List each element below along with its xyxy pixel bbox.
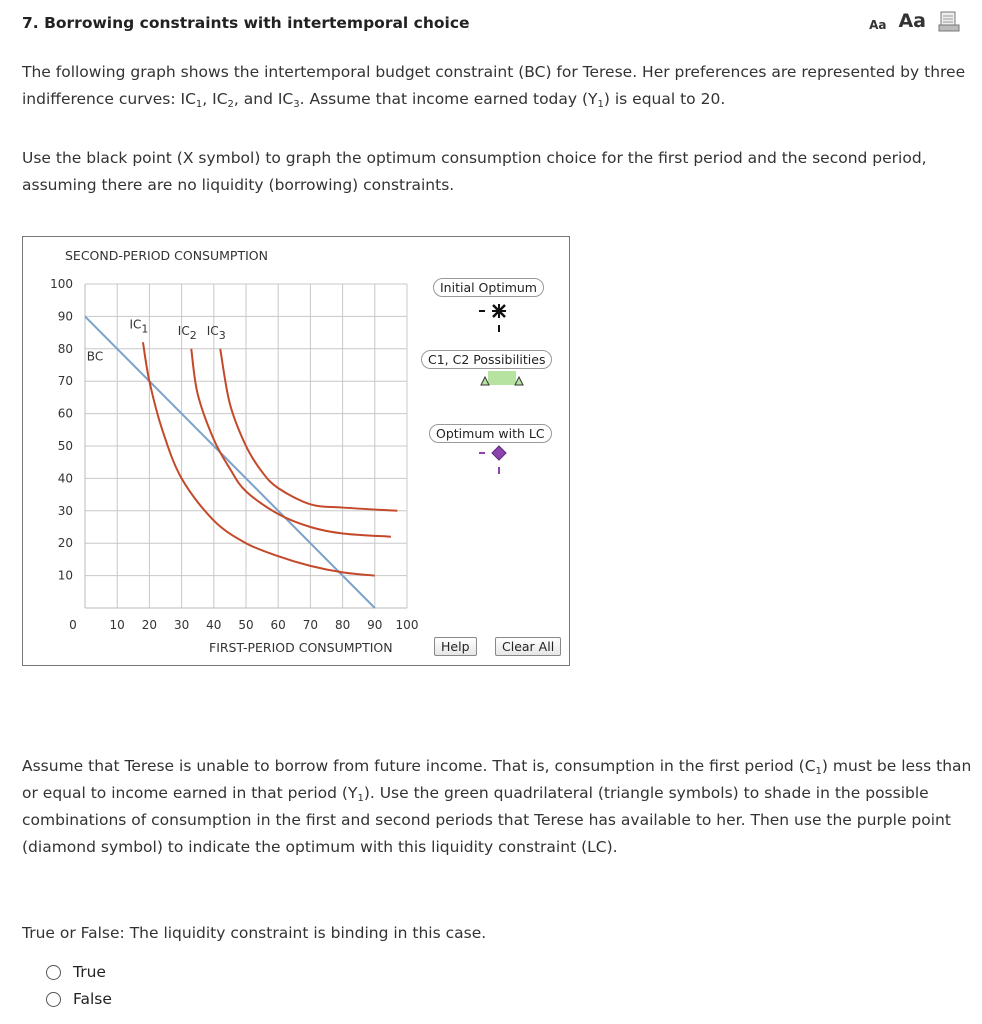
y-tick-label: 80 (57, 341, 73, 356)
y-tick-label: 60 (57, 406, 73, 421)
help-button[interactable]: Help (434, 637, 477, 656)
clear-all-button[interactable]: Clear All (495, 637, 561, 656)
curve-ic1 (143, 342, 375, 575)
radio-false[interactable] (46, 992, 61, 1007)
print-icon[interactable] (938, 10, 960, 32)
question-title: 7. Borrowing constraints with intertemporal choice (22, 14, 470, 32)
possibilities-tool[interactable]: C1, C2 Possibilities (421, 350, 552, 369)
curve-ic3 (220, 349, 397, 511)
optimum-lc-tool[interactable]: Optimum with LC (429, 424, 552, 443)
y-tick-label: 10 (57, 568, 73, 583)
x-tick-label: 30 (173, 618, 190, 632)
option-true-label: True (73, 963, 106, 981)
y1-sub: 1 (597, 99, 604, 110)
graph-svg[interactable] (23, 237, 571, 667)
font-tools (869, 10, 960, 32)
label-ic1: IC1 (129, 317, 149, 336)
option-true[interactable] (46, 963, 106, 981)
x-tick-label: 0 (69, 618, 77, 632)
liquidity-paragraph: Assume that Terese is unable to borrow from future income. That is, consumption in the first period $(C_1)$ must be less than or equal to income earned in that period $(Y_1)$. Use the green quadrilateral (triangle symbols) to shade in the possible combinations of consumption in the first and second periods that Terese has available to her. Then use the purple point (diamond symbol) to indicate the optimum with this liquidity constraint (LC). (22, 757, 972, 856)
x-axis-title: FIRST-PERIOD CONSUMPTION (209, 640, 393, 655)
x-tick-label: 90 (367, 618, 383, 632)
option-false-label: False (73, 990, 112, 1008)
y-tick-label: 20 (57, 536, 73, 551)
y-tick-label: 40 (57, 471, 73, 486)
radio-true[interactable] (46, 965, 61, 980)
x-tick-label: 50 (238, 618, 254, 632)
x-tick-label: 60 (270, 618, 286, 632)
option-false[interactable] (46, 990, 112, 1008)
y-tick-label: 30 (57, 503, 73, 518)
y1-sub-2: 1 (357, 793, 364, 804)
x-tick-label: 40 (206, 618, 222, 632)
x-tick-label: 100 (395, 618, 419, 632)
optimum-lc-symbol[interactable] (479, 446, 506, 474)
label-ic2: IC2 (177, 323, 197, 342)
curves (85, 316, 397, 608)
y-tick-label: 50 (57, 439, 73, 453)
graph-panel (22, 236, 570, 666)
possibilities-symbol[interactable] (481, 371, 523, 385)
true-false-question: True or False: The liquidity constraint is binding in this case. (22, 924, 487, 942)
axis-ticks (50, 277, 418, 632)
font-size-large-button[interactable]: Aa (898, 10, 926, 32)
y-tick-label: 90 (57, 309, 73, 324)
x-tick-label: 70 (302, 618, 319, 632)
label-ic3: IC3 (206, 323, 226, 342)
label-bc: BC (86, 349, 104, 364)
initial-optimum-tool[interactable]: Initial Optimum (433, 278, 544, 297)
x-tick-label: 20 (141, 618, 158, 632)
initial-optimum-symbol[interactable] (479, 304, 506, 332)
y-tick-label: 100 (50, 277, 73, 291)
font-size-small-button[interactable]: Aa (869, 18, 887, 32)
y-axis-title: SECOND-PERIOD CONSUMPTION (65, 248, 268, 263)
y-tick-label: 70 (57, 374, 73, 389)
instruction-paragraph: Use the black point (X symbol) to graph the optimum consumption choice for the first period and the second period, assuming there are no liquidity (borrowing) constraints. (22, 149, 927, 194)
curve-bc (85, 316, 375, 608)
x-tick-label: 10 (109, 618, 125, 632)
x-tick-label: 80 (334, 618, 351, 632)
c1-sub: 1 (815, 766, 822, 777)
intro-paragraph: The following graph shows the intertemporal budget constraint (BC) for Terese. Her preferences are represented by three indifference curves: $IC_1$, $IC_2$, and $IC_3$. Assume that income earned today $(Y_1)$ is equal to 20. (22, 63, 966, 110)
